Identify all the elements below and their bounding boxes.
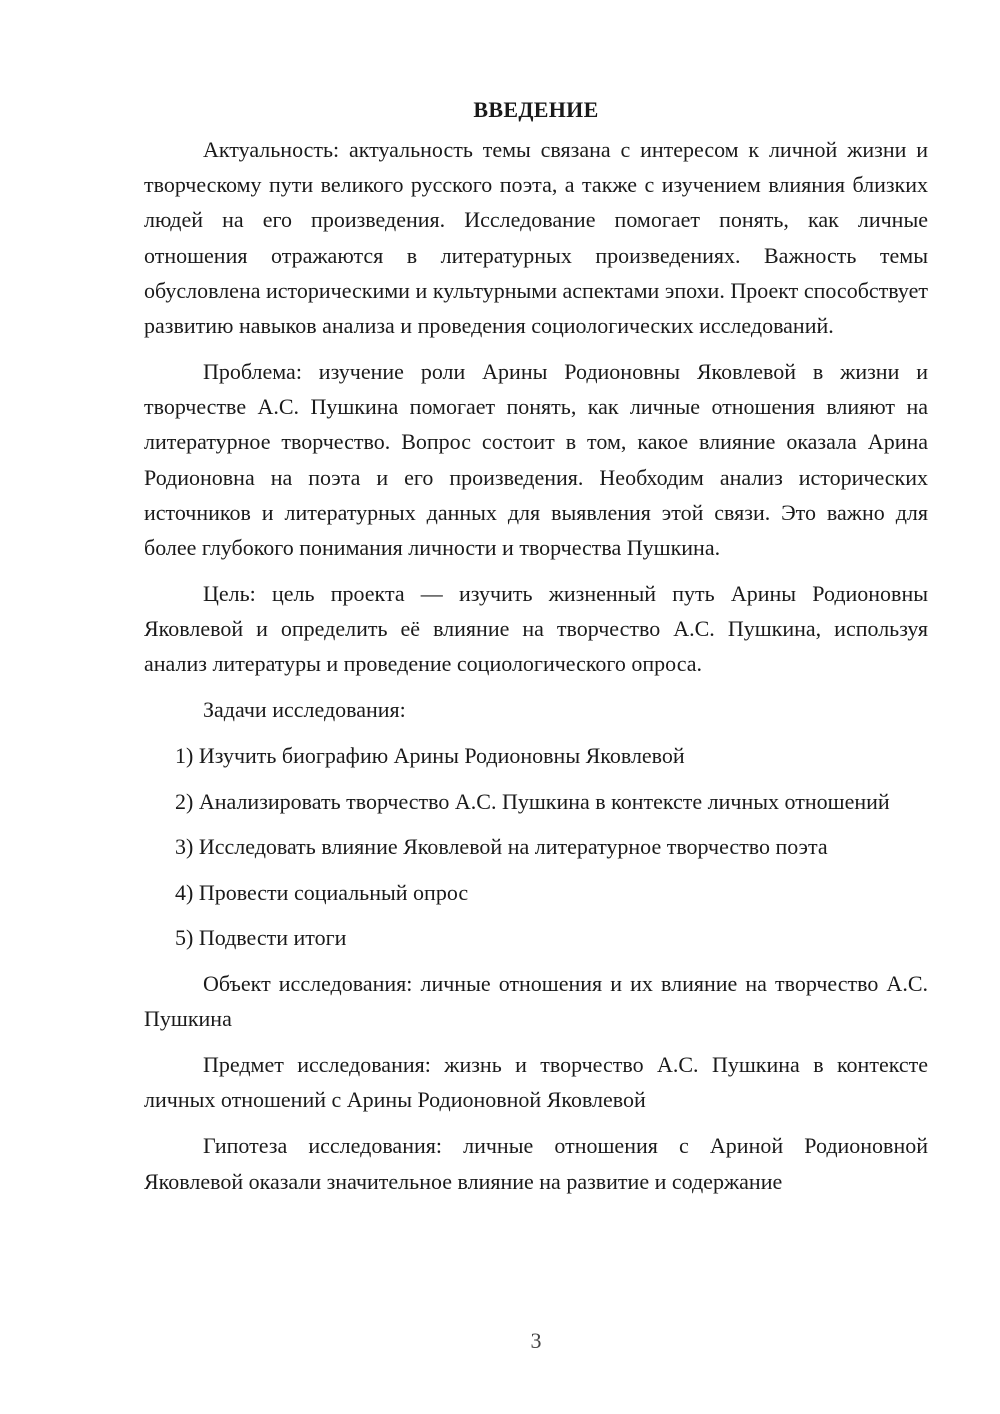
- paragraph-relevance: Актуальность: актуальность темы связана с интересом к личной жизни и творческому пути великого русского поэта, а также с изучением влияния близких людей на его произведения. Исследование помогает понять, как личные отношения отражаются в литературных произведениях. Важность темы обусловлена историческими и культурными аспектами эпохи. Проект способствует развитию навыков анализа и проведения социологических исследований.: [144, 137, 928, 339]
- task-item-3: 3) Исследовать влияние Яковлевой на литературное творчество поэта: [175, 834, 828, 860]
- task-item-4: 4) Провести социальный опрос: [175, 879, 469, 905]
- tasks-heading: Задачи исследования:: [203, 697, 406, 723]
- paragraph-subject: Предмет исследования: жизнь и творчество А.С. Пушкина в контексте личных отношений с Арины Родионовной Яковлевой: [144, 1052, 928, 1113]
- task-item-5: 5) Подвести итоги: [175, 925, 347, 951]
- paragraph-goal: Цель: цель проекта — изучить жизненный путь Арины Родионовны Яковлевой и определить её влияние на творчество А.С. Пушкина, используя анализ литературы и проведение социологического опроса.: [144, 581, 928, 677]
- task-item-2: 2) Анализировать творчество А.С. Пушкина в контексте личных отношений: [175, 788, 890, 814]
- task-item-1: 1) Изучить биографию Арины Родионовны Яковлевой: [175, 743, 685, 769]
- paragraph-hypothesis: Гипотеза исследования: личные отношения с Ариной Родионовной Яковлевой оказали значительное влияние на развитие и содержание: [144, 1133, 928, 1194]
- paragraph-object: Объект исследования: личные отношения и их влияние на творчество А.С. Пушкина: [144, 971, 928, 1032]
- section-heading: ВВЕДЕНИЕ: [473, 97, 599, 122]
- page-number: 3: [530, 1328, 542, 1353]
- document-page: [144, 92, 928, 1210]
- paragraph-problem: Проблема: изучение роли Арины Родионовны Яковлевой в жизни и творчестве А.С. Пушкина помогает понять, как личные отношения влияют на литературное творчество. Вопрос состоит в том, какое влияние оказала Арина Родионовна на поэта и его произведения. Необходим анализ исторических источников и литературных данных для выявления этой связи. Это важно для более глубокого понимания личности и творчества Пушкина.: [144, 359, 928, 561]
- task-list: [144, 738, 928, 956]
